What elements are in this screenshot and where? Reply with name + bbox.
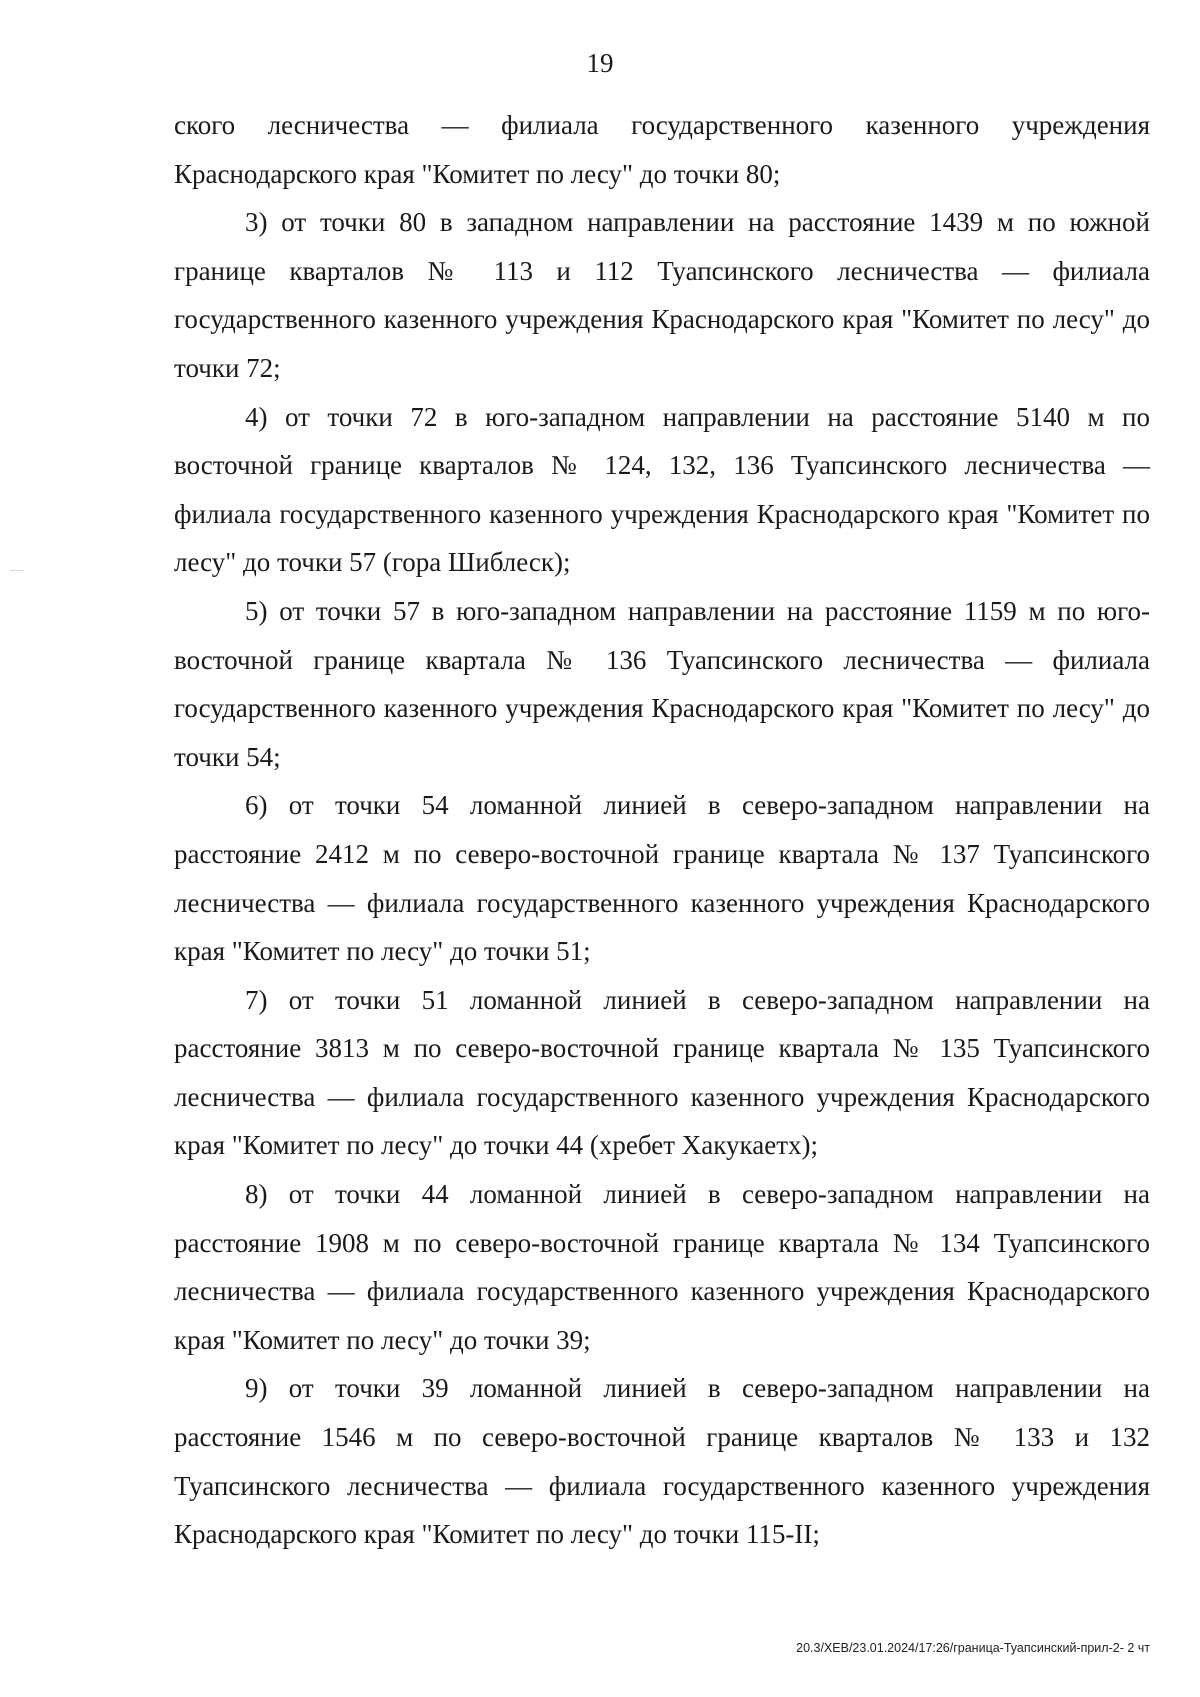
paragraph-item-5: 5) от точки 57 в юго-западном направлении на расстояние 1159 м по юго-восточной границе квартала № 136 Туапсинского лесничества — филиала государственного казенного учреждения Краснодарского края "Комитет по лесу" до точки 54; [174, 595, 1150, 772]
paragraph-item-6: 6) от точки 54 ломанной линией в северо-западном направлении на расстояние 2412 м по северо-восточной границе квартала № 137 Туапсинского лесничества — филиала государственного казенного учреждения Краснодарского края "Комитет по лесу" до точки 51; [174, 790, 1150, 967]
footer-file-reference: 20.3/ХЕВ/23.01.2024/17:26/граница-Туапсинский-прил-2- 2 чт [796, 1641, 1150, 1655]
paragraph-item-9: 9) от точки 39 ломанной линией в северо-западном направлении на расстояние 1546 м по северо-восточной границе кварталов № 133 и 132 Туапсинского лесничества — филиала государственного казенного учреждения Краснодарского края "Комитет по лесу" до точки 115-II; [174, 1373, 1150, 1550]
paragraph-item-3: 3) от точки 80 в западном направлении на расстояние 1439 м по южной границе кварталов № 113 и 112 Туапсинского лесничества — филиала государственного казенного учреждения Краснодарского края "Комитет по лесу" до точки 72; [174, 207, 1150, 383]
page-number: 19 [586, 48, 614, 78]
paragraph-item-7: 7) от точки 51 ломанной линией в северо-западном направлении на расстояние 3813 м по северо-восточной границе квартала № 135 Туапсинского лесничества — филиала государственного казенного учреждения Краснодарского края "Комитет по лесу" до точки 44 (хребет Хакукаетх); [174, 984, 1150, 1161]
paragraph-item-8: 8) от точки 44 ломанной линией в северо-западном направлении на расстояние 1908 м по северо-восточной границе квартала № 134 Туапсинского лесничества — филиала государственного казенного учреждения Краснодарского края "Комитет по лесу" до точки 39; [174, 1179, 1150, 1355]
document-body [174, 101, 1150, 1559]
paragraph-item-4: 4) от точки 72 в юго-западном направлении на расстояние 5140 м по восточной границе кварталов № 124, 132, 136 Туапсинского лесничества — филиала государственного казенного учреждения Краснодарского края "Комитет по лесу" до точки 57 (гора Шиблеск); [174, 401, 1150, 578]
paragraph-continuation: ского лесничества — филиала государственного казенного учреждения Краснодарского края "Комитет по лесу" до точки 80; [174, 110, 1150, 189]
scan-margin-mark [10, 570, 24, 571]
